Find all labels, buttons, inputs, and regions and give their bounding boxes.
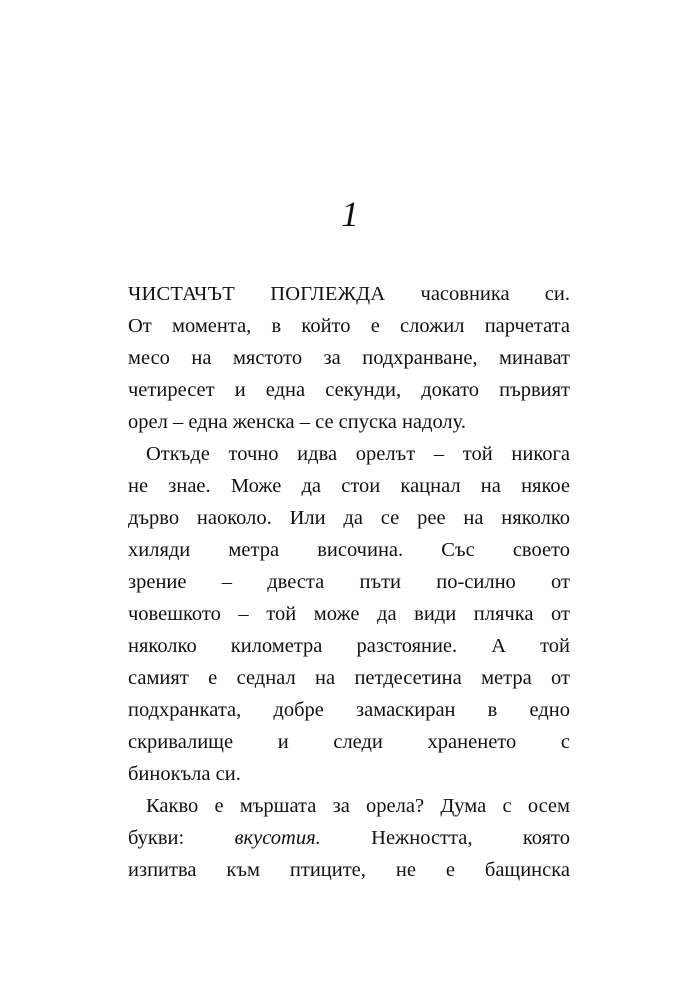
text-line: От момента, в който е сложил парчетата [128, 315, 570, 337]
text-line: ЧИСТАЧЪТ ПОГЛЕЖДА часовника си. [128, 283, 570, 305]
paragraph-2 [128, 438, 570, 790]
text-line: не знае. Може да стои кацнал на някое [128, 475, 570, 497]
text-line: орел – една женска – се спуска надолу. [128, 411, 466, 433]
emphasized-word: вкусотия. [234, 827, 321, 849]
text-line: хиляди метра височина. Със своето [128, 539, 570, 561]
text-line: изпитва към птиците, не е бащинска [128, 859, 570, 881]
text-line: Какво е мършата за орела? Дума с осем [146, 795, 570, 817]
text-line: няколко километра разстояние. А той [128, 635, 570, 657]
paragraph-1 [128, 278, 570, 438]
text-line: бинокъла си. [128, 763, 241, 785]
paragraph-3 [128, 790, 570, 886]
chapter-number: 1 [341, 194, 359, 234]
text-line: четиресет и една секунди, докато първият [128, 379, 570, 401]
text-line: зрение – двеста пъти по-силно от [128, 571, 570, 593]
opening-words: ЧИСТАЧЪТ ПОГЛЕЖДА [128, 283, 386, 305]
text-line: самият е седнал на петдесетина метра от [128, 667, 570, 689]
text-line: човешкото – той може да види плячка от [128, 603, 570, 625]
text-line: подхранката, добре замаскиран в едно [128, 699, 570, 721]
text-line: скривалище и следи храненето с [128, 731, 570, 753]
text-line: дърво наоколо. Или да се рее на няколко [128, 507, 570, 529]
text-line: Откъде точно идва орелът – той никога [146, 443, 570, 465]
text-line: месо на мястото за подхранване, минават [128, 347, 570, 369]
text-line: букви: вкусотия. Нежността, която [128, 827, 570, 849]
chapter-body [128, 278, 570, 886]
